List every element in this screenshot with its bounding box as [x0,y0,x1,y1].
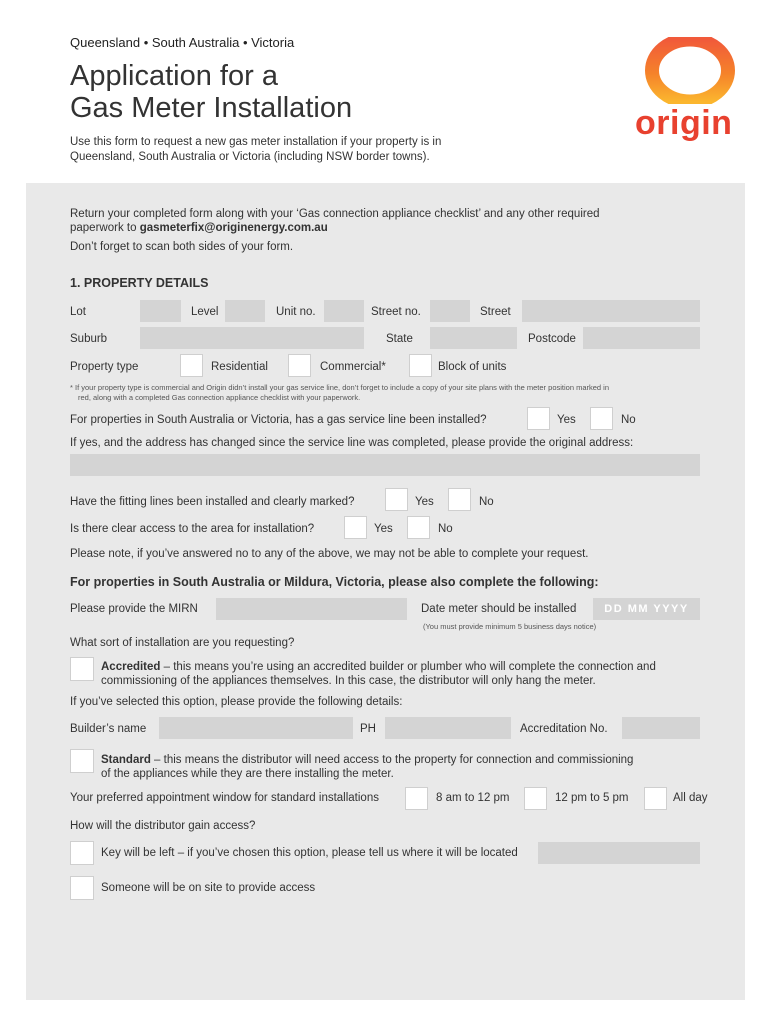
footnote-line-1: * If your property type is commercial and Origin didn’t install your gas service line, don’t forget to include a copy of your site plans with the meter position marked in [70,383,610,392]
states-line: Queensland • South Australia • Victoria [70,35,295,50]
standard-text-1: – this means the distributor will need access to the property for connection and commissioning [150,754,634,766]
email-link[interactable]: gasmeterfix@originenergy.com.au [139,222,328,234]
residential-label: Residential [211,361,268,373]
window-label: Your preferred appointment window for standard installations [70,792,379,804]
suburb-field[interactable] [140,327,364,349]
origin-logo-text: origin [635,104,733,142]
commercial-label: Commercial* [320,361,386,373]
suburb-label: Suburb [70,333,108,345]
accredited-text-1: – this means you’re using an accredited builder or plumber who will complete the connection and [160,661,656,673]
service-line-yes-label: Yes [557,414,576,426]
commercial-checkbox[interactable] [288,354,311,377]
street-field[interactable] [522,300,700,322]
standard-title: Standard [101,754,151,766]
street-label: Street [480,306,511,318]
please-note-text: Please note, if you’ve answered no to any of the above, we may not be able to complete your request. [70,548,589,560]
footnote-line-2: red, along with a completed Gas connection appliance checklist with your paperwork. [78,393,361,402]
window-12-5-label: 12 pm to 5 pm [555,792,629,804]
window-all-day-label: All day [673,792,708,804]
access-no-label: No [438,523,453,535]
access-question: Is there clear access to the area for installation? [70,523,315,535]
intro-text: Use this form to request a new gas meter installation if your property is in Queensland, South Australia or Victoria (including NSW border towns). [70,136,442,163]
window-8-12-label: 8 am to 12 pm [436,792,510,804]
instructions-line-3: Don’t forget to scan both sides of your form. [70,241,294,253]
window-8-12-checkbox[interactable] [405,787,428,810]
residential-checkbox[interactable] [180,354,203,377]
level-label: Level [191,306,219,318]
fitting-lines-question: Have the fitting lines been installed and clearly marked? [70,496,355,508]
street-no-field[interactable] [430,300,470,322]
window-all-day-checkbox[interactable] [644,787,667,810]
accredited-line-1 [101,661,656,673]
sa-heading: For properties in South Australia or Mildura, Victoria, please also complete the following: [70,575,599,589]
ph-label: PH [360,723,376,735]
title-line-1: Application for a [70,60,278,92]
install-type-question: What sort of installation are you requesting? [70,637,295,649]
fitting-yes-label: Yes [415,496,434,508]
block-of-units-label: Block of units [438,361,507,373]
accredited-checkbox[interactable] [70,657,94,681]
state-field[interactable] [430,327,517,349]
street-no-label: Street no. [371,306,421,318]
lot-field[interactable] [140,300,181,322]
origin-logo-icon [645,37,735,104]
fitting-no-checkbox[interactable] [448,488,471,511]
instructions-line-2 [70,222,328,234]
instructions-prefix: paperwork to [70,222,140,234]
key-left-checkbox[interactable] [70,841,94,865]
property-type-label: Property type [70,361,139,373]
level-field[interactable] [225,300,265,322]
date-label: Date meter should be installed [421,603,577,615]
page-title [70,60,352,124]
on-site-label: Someone will be on site to provide access [101,882,316,894]
builder-name-label: Builder’s name [70,723,147,735]
phone-field[interactable] [385,717,511,739]
standard-checkbox[interactable] [70,749,94,773]
fitting-yes-checkbox[interactable] [385,488,408,511]
if-selected-text: If you’ve selected this option, please provide the following details: [70,696,403,708]
original-address-field[interactable] [70,454,700,476]
state-label: State [386,333,413,345]
postcode-label: Postcode [528,333,576,345]
builder-name-field[interactable] [159,717,353,739]
title-line-2: Gas Meter Installation [70,92,353,124]
fitting-no-label: No [479,496,494,508]
access-yes-checkbox[interactable] [344,516,367,539]
block-of-units-checkbox[interactable] [409,354,432,377]
access-no-checkbox[interactable] [407,516,430,539]
standard-line-2: of the appliances while they are there installing the meter. [101,768,394,780]
service-line-yes-checkbox[interactable] [527,407,550,430]
service-line-question: For properties in South Australia or Victoria, has a gas service line been installed? [70,414,487,426]
service-line-no-label: No [621,414,636,426]
address-changed-text: If yes, and the address has changed since the service line was completed, please provide the original address: [70,437,634,449]
accredited-title: Accredited [101,661,161,673]
lot-label: Lot [70,306,86,318]
install-date-field[interactable]: DD MM YYYY [593,598,700,620]
unit-field[interactable] [324,300,364,322]
key-left-label: Key will be left – if you’ve chosen this option, please tell us where it will be located [101,847,518,859]
access-yes-label: Yes [374,523,393,535]
standard-line-1 [101,754,633,766]
mirn-field[interactable] [216,598,407,620]
accreditation-label: Accreditation No. [520,723,608,735]
service-line-no-checkbox[interactable] [590,407,613,430]
date-note: (You must provide minimum 5 business days notice) [423,622,597,631]
accredited-line-2: commissioning of the appliances themselves. In this case, the distributor will only hang the meter. [101,675,596,687]
on-site-checkbox[interactable] [70,876,94,900]
unit-label: Unit no. [276,306,316,318]
instructions-line-1: Return your completed form along with your ‘Gas connection appliance checklist’ and any other required [70,208,600,220]
mirn-label: Please provide the MIRN [70,603,198,615]
property-heading: 1. PROPERTY DETAILS [70,276,209,290]
postcode-field[interactable] [583,327,700,349]
key-location-field[interactable] [538,842,700,864]
accreditation-field[interactable] [622,717,700,739]
gain-access-question: How will the distributor gain access? [70,820,256,832]
window-12-5-checkbox[interactable] [524,787,547,810]
